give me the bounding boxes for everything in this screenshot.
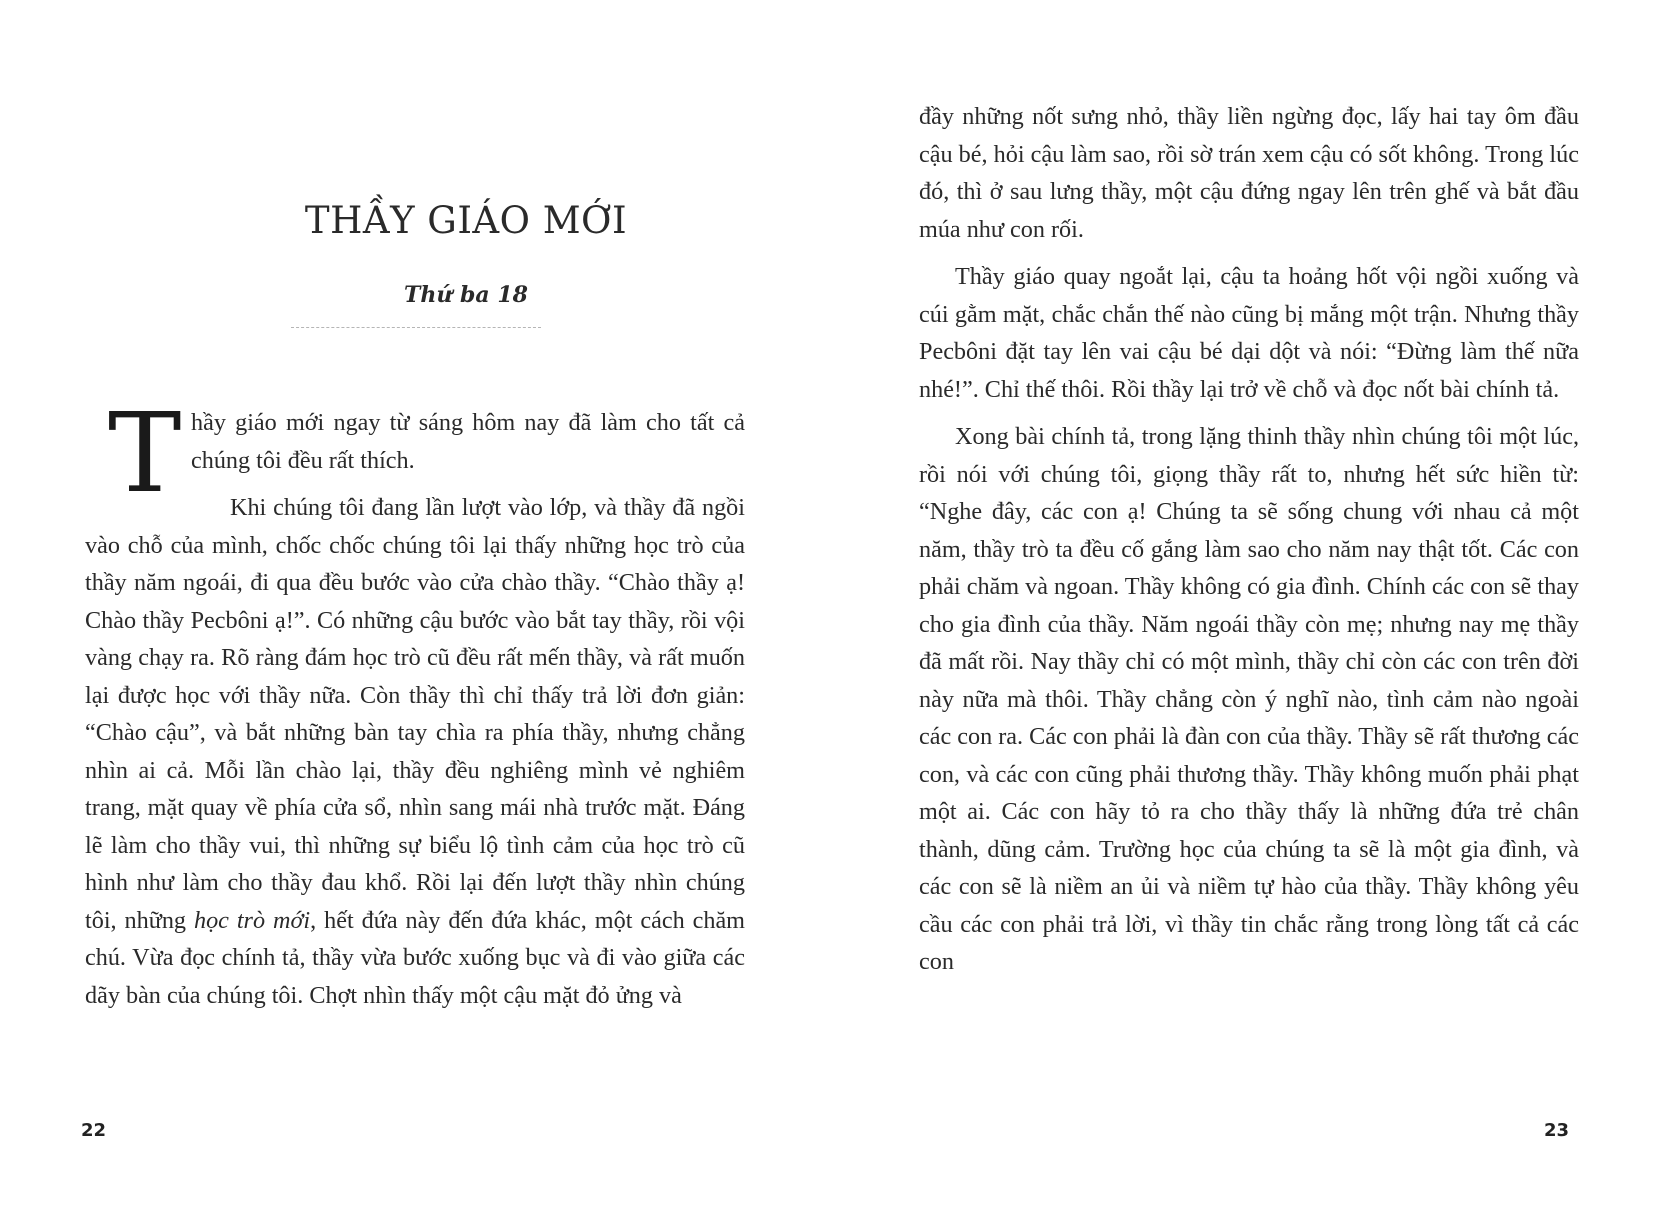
page-number-left: 22 <box>81 1120 107 1141</box>
title-divider <box>291 327 541 328</box>
paragraph: Thầy giáo quay ngoắt lại, cậu ta hoảng hốt vội ngồi xuống và cúi gằm mặt, chắc chắn thế nào cũng bị mắng một trận. Nhưng thầy Pecbôni đặt tay lên vai cậu bé dại dột và nói: “Đừng làm thế nữa nhé!”. Chỉ thế thôi. Rồi thầy lại trở về chỗ và đọc nốt bài chính tả. <box>919 263 1579 403</box>
chapter-title: THẦY GIÁO MỚI <box>304 199 628 242</box>
page-number-right: 23 <box>1543 1120 1569 1141</box>
right-page <box>827 0 1654 1211</box>
left-page-body <box>85 404 745 1014</box>
paragraph: đầy những nốt sưng nhỏ, thầy liền ngừng đọc, lấy hai tay ôm đầu cậu bé, hỏi cậu làm sao, rồi sờ trán xem cậu có sốt không. Trong lúc đó, thì ở sau lưng thầy, một cậu đứng ngay lên trên ghế và bắt đầu múa như con rối. <box>919 103 1579 243</box>
paragraph <box>85 489 745 1014</box>
paragraph: Xong bài chính tả, trong lặng thinh thầy nhìn chúng tôi một lúc, rồi nói với chúng tôi, giọng thầy rất to, nhưng hết sức hiền từ: “Nghe đây, các con ạ! Chúng ta sẽ sống chung với nhau cả một năm, thầy trò ta đều cố gắng làm sao cho năm nay thật tốt. Các con phải chăm và ngoan. Thầy không có gia đình. Chính các con sẽ thay cho gia đình của thầy. Năm ngoái thầy còn mẹ; nhưng nay mẹ thầy đã mất rồi. Nay thầy chỉ có một mình, thầy chỉ còn các con trên đời này nữa mà thôi. Thầy chẳng còn ý nghĩ nào, tình cảm nào ngoài các con ra. Các con phải là đàn con của thầy. Thầy sẽ rất thương các con, và các con cũng phải thương thầy. Thầy không muốn phải phạt một ai. Các con hãy tỏ ra cho thầy thấy là những đứa trẻ chân thành, dũng cảm. Trường học của chúng ta sẽ là một gia đình, và các con sẽ là niềm an ủi và niềm tự hào của thầy. Thầy không yêu cầu các con phải trả lời, vì thầy tin chắc rằng trong lòng tất cả các con <box>919 423 1579 975</box>
drop-cap: T <box>108 389 182 517</box>
paragraph: hầy giáo mới ngay từ sáng hôm nay đã làm cho tất cả chúng tôi đều rất thích. <box>191 409 745 474</box>
paragraph-text: Khi chúng tôi đang lần lượt vào lớp, và thầy đã ngồi vào chỗ của mình, chốc chốc chúng tôi lại thấy những học trò của thầy năm ngoái, đi qua đều bước vào cửa chào thầy. “Chào thầy ạ! Chào thầy Pecbôni ạ!”. Có những cậu bước vào bắt tay thầy, rồi vội vàng chạy ra. Rõ ràng đám học trò cũ đều rất mến thầy, và rất muốn lại được học với thầy nữa. Còn thầy thì chỉ thấy trả lời đơn giản: “Chào cậu”, và bắt những bàn tay chìa ra phía thầy, nhưng chẳng nhìn ai cả. Mỗi lần chào lại, thầy đều nghiêng mình vẻ nghiêm trang, mặt quay về phía cửa sổ, nhìn sang mái nhà trước mặt. Đáng lẽ làm cho thầy vui, thì những sự biểu lộ tình cảm của học trò cũ hình như làm cho thầy đau khổ. Rồi lại đến lượt thầy nhìn chúng tôi, những <box>85 494 745 934</box>
right-page-body <box>919 98 1579 981</box>
paragraph-text: , hết đứa này đến đứa khác, một cách chăm chú. Vừa đọc chính tả, thầy vừa bước xuống bục và đi vào giữa các dãy bàn của chúng tôi. Chợt nhìn thấy một cậu mặt đỏ ửng và <box>85 906 745 1009</box>
chapter-subtitle: Thứ ba 18 <box>404 282 528 308</box>
emphasis-text: học trò mới <box>193 906 311 934</box>
